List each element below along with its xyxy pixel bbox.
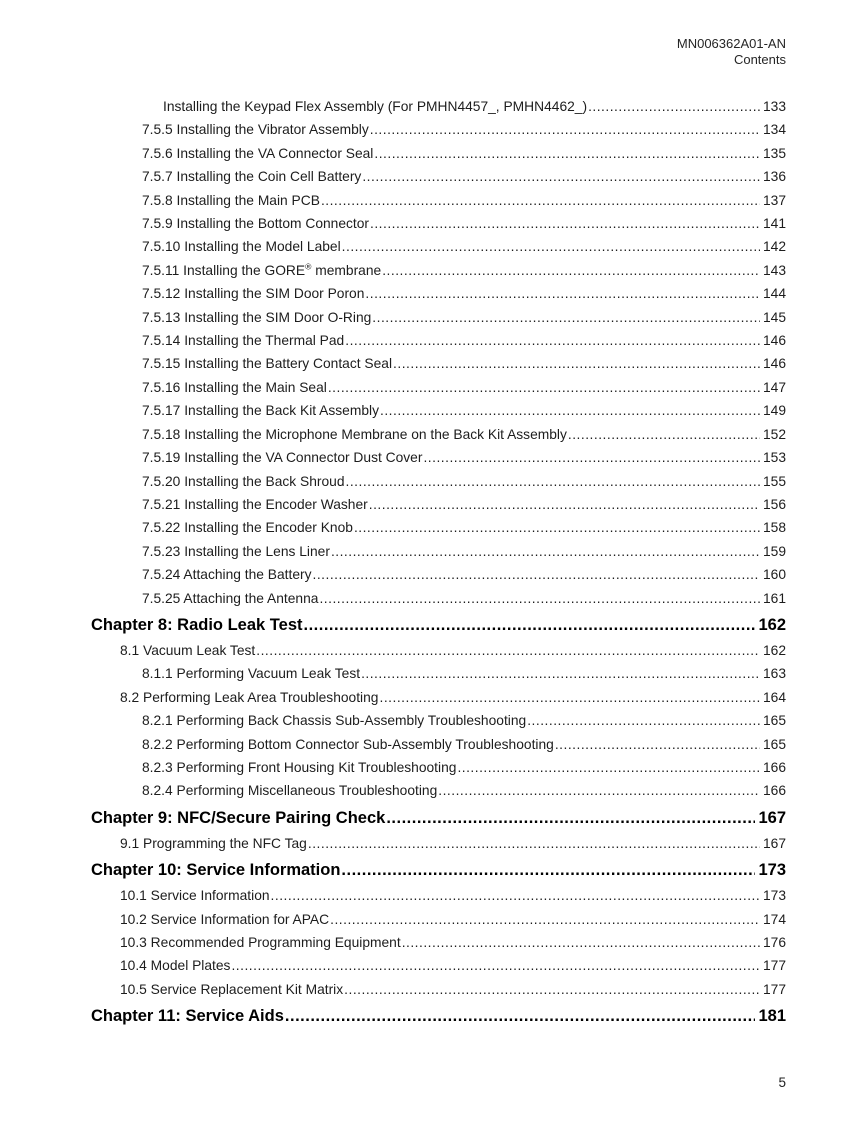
toc-dot-leader (304, 613, 756, 637)
toc-entry[interactable] (142, 779, 786, 802)
toc-entry-title: Chapter 11: Service Aids (91, 1007, 284, 1026)
toc-entry-title: 7.5.25 Attaching the Antenna (142, 590, 319, 606)
toc-entry-page: 167 (758, 808, 786, 827)
toc-entry[interactable] (142, 282, 786, 305)
toc-entry-page: 136 (762, 169, 786, 185)
toc-entry-page: 141 (762, 216, 786, 232)
toc-entry-page: 133 (762, 99, 786, 114)
toc-entry-title: 8.2.1 Performing Back Chassis Sub-Assembly Troubleshooting (142, 713, 527, 729)
toc-entry[interactable] (142, 662, 786, 685)
toc-entry-title: 8.2.2 Performing Bottom Connector Sub-Assembly Troubleshooting (142, 736, 554, 752)
doc-number: MN006362A01-AN (676, 36, 786, 51)
toc-entry-page: 167 (762, 835, 786, 851)
toc-entry-title: 7.5.22 Installing the Encoder Knob (142, 520, 353, 536)
toc-entry-page: 181 (758, 1007, 786, 1026)
toc-entry-title: Chapter 10: Service Information (91, 861, 341, 880)
toc-entry-title: 10.4 Model Plates (120, 958, 231, 974)
toc-dot-leader (423, 446, 760, 469)
toc-dot-leader (527, 709, 760, 732)
toc-entry-title: 7.5.23 Installing the Lens Liner (142, 543, 330, 559)
toc-entry-page: 166 (762, 759, 786, 775)
toc-entry-page: 147 (762, 379, 786, 395)
toc-entry-title: 7.5.9 Installing the Bottom Connector (142, 216, 370, 232)
toc-dot-leader (328, 376, 760, 399)
toc-entry[interactable] (142, 259, 786, 282)
toc-entry-title: 7.5.14 Installing the Thermal Pad (142, 333, 345, 349)
toc-dot-leader (568, 423, 760, 446)
toc-entry[interactable] (142, 399, 786, 422)
toc-dot-leader (256, 639, 760, 662)
toc-entry-page: 164 (762, 689, 786, 705)
toc-dot-leader (308, 832, 760, 855)
toc-dot-leader (457, 756, 760, 779)
toc-entry-title: 9.1 Programming the NFC Tag (120, 835, 307, 851)
toc-entry-title: 8.2.4 Performing Miscellaneous Troubleshooting (142, 783, 438, 799)
toc-entry-title: 10.2 Service Information for APAC (120, 911, 330, 927)
toc-entry-page: 146 (762, 356, 786, 372)
toc-dot-leader (342, 235, 760, 258)
toc-dot-leader (231, 954, 760, 977)
toc-entry-title: Chapter 8: Radio Leak Test (91, 615, 303, 634)
toc-dot-leader (555, 733, 760, 756)
toc-entry[interactable] (142, 709, 786, 732)
toc-dot-leader (374, 142, 760, 165)
toc-entry-page: 144 (762, 286, 786, 302)
toc-entry-page: 149 (762, 403, 786, 419)
toc-entry[interactable] (142, 756, 786, 779)
toc-entry-title: 7.5.11 Installing the GORE® membrane (142, 261, 382, 278)
toc-entry[interactable] (142, 189, 786, 212)
toc-entry-page: 159 (762, 543, 786, 559)
toc-entry[interactable] (142, 733, 786, 756)
toc-entry[interactable] (120, 884, 786, 907)
toc-entry-page: 134 (762, 122, 786, 138)
toc-entry-page: 163 (762, 666, 786, 682)
toc-entry[interactable] (142, 165, 786, 188)
toc-entry[interactable] (142, 352, 786, 375)
header-section-label: Contents (733, 52, 786, 67)
toc-entry[interactable] (120, 686, 786, 709)
toc-entry[interactable] (91, 1004, 786, 1028)
toc-entry-title: 10.3 Recommended Programming Equipment (120, 935, 401, 950)
toc-entry-title: 7.5.13 Installing the SIM Door O-Ring (142, 309, 372, 325)
toc-entry-title: Installing the Keypad Flex Assembly (For PMHN4457_, PMHN4462_) (163, 99, 588, 114)
toc-entry-title: 7.5.15 Installing the Battery Contact Seal (142, 356, 393, 372)
toc-entry[interactable] (163, 95, 786, 118)
toc-dot-leader (372, 306, 760, 329)
toc-entry-page: 174 (762, 911, 786, 927)
toc-entry-title: 7.5.20 Installing the Back Shroud (142, 473, 345, 489)
toc-entry[interactable] (142, 540, 786, 563)
toc-dot-leader (365, 282, 760, 305)
toc-dot-leader (362, 165, 760, 188)
toc-entry-page: 161 (762, 590, 786, 606)
toc-entry-title: 10.5 Service Replacement Kit Matrix (120, 981, 344, 997)
toc-dot-leader (331, 540, 760, 563)
toc-dot-leader (344, 978, 760, 1001)
toc-entry-page: 162 (762, 642, 786, 658)
toc-dot-leader (321, 189, 760, 212)
toc-entry-page: 177 (762, 958, 786, 974)
toc-entry-title: 7.5.24 Attaching the Battery (142, 567, 312, 583)
toc-entry[interactable] (142, 587, 786, 610)
toc-dot-leader (386, 806, 755, 830)
toc-entry-page: 166 (762, 783, 786, 799)
toc-entry[interactable] (142, 493, 786, 516)
toc-entry[interactable] (142, 142, 786, 165)
toc-entry-title: 10.1 Service Information (120, 888, 270, 904)
toc-dot-leader (285, 1004, 756, 1028)
toc-dot-leader (369, 493, 760, 516)
toc-entry-title: 7.5.5 Installing the Vibrator Assembly (142, 122, 369, 138)
toc-dot-leader (319, 587, 760, 610)
toc-entry-page: 155 (762, 473, 786, 489)
table-of-contents (91, 95, 786, 1030)
toc-dot-leader (379, 686, 759, 709)
toc-entry[interactable] (120, 908, 786, 931)
toc-entry-page: 135 (762, 145, 786, 161)
toc-entry-page: 146 (762, 333, 786, 349)
toc-entry-title: 7.5.17 Installing the Back Kit Assembly (142, 403, 379, 419)
toc-entry-page: 158 (762, 520, 786, 536)
toc-dot-leader (438, 779, 760, 802)
toc-dot-leader (354, 516, 760, 539)
page-number: 5 (778, 1075, 786, 1090)
toc-entry[interactable] (142, 563, 786, 586)
toc-entry-page: 173 (762, 888, 786, 904)
toc-dot-leader (370, 212, 760, 235)
toc-entry[interactable] (142, 212, 786, 235)
toc-entry-page: 165 (762, 713, 786, 729)
toc-entry-page: 165 (762, 736, 786, 752)
toc-entry-page: 160 (762, 567, 786, 583)
toc-entry[interactable] (91, 613, 786, 637)
toc-entry-title: 7.5.21 Installing the Encoder Washer (142, 496, 368, 512)
toc-entry[interactable] (91, 858, 786, 882)
toc-entry-title: 7.5.12 Installing the SIM Door Poron (142, 286, 365, 302)
toc-entry-title: 7.5.8 Installing the Main PCB (142, 192, 320, 208)
toc-dot-leader (588, 95, 760, 118)
toc-dot-leader (330, 908, 760, 931)
toc-dot-leader (345, 329, 760, 352)
toc-entry[interactable] (142, 446, 786, 469)
toc-dot-leader (361, 662, 760, 685)
toc-entry[interactable] (142, 235, 786, 258)
toc-entry[interactable] (142, 470, 786, 493)
toc-entry-page: 152 (762, 426, 786, 442)
toc-entry-page: 153 (762, 450, 786, 466)
toc-dot-leader (341, 858, 755, 882)
toc-entry[interactable] (142, 423, 786, 446)
toc-dot-leader (393, 352, 760, 375)
toc-dot-leader (271, 884, 760, 907)
toc-entry[interactable] (120, 931, 786, 954)
toc-entry-page: 156 (762, 496, 786, 512)
toc-entry-page: 143 (762, 262, 786, 278)
toc-entry[interactable] (91, 806, 786, 830)
toc-entry[interactable] (120, 954, 786, 977)
toc-entry-page: 162 (758, 615, 786, 634)
toc-entry-page: 176 (762, 935, 786, 950)
toc-entry[interactable] (120, 639, 786, 662)
toc-entry-title: 8.1 Vacuum Leak Test (120, 642, 256, 658)
toc-entry-title: 7.5.16 Installing the Main Seal (142, 379, 327, 395)
toc-entry[interactable] (120, 978, 786, 1001)
toc-entry[interactable] (142, 329, 786, 352)
toc-dot-leader (370, 118, 760, 141)
toc-entry-page: 145 (762, 309, 786, 325)
page-header (677, 36, 786, 68)
toc-dot-leader (380, 399, 760, 422)
toc-entry-page: 137 (762, 192, 786, 208)
toc-dot-leader (346, 470, 760, 493)
toc-entry-title: 8.2.3 Performing Front Housing Kit Troubleshooting (142, 759, 457, 775)
toc-dot-leader (382, 259, 760, 282)
toc-dot-leader (402, 931, 760, 954)
toc-entry-title: 7.5.19 Installing the VA Connector Dust Cover (142, 450, 423, 466)
toc-entry-page: 177 (762, 981, 786, 997)
toc-entry-title: 7.5.18 Installing the Microphone Membrane on the Back Kit Assembly (142, 426, 567, 442)
toc-entry[interactable] (142, 306, 786, 329)
toc-dot-leader (313, 563, 760, 586)
toc-entry-title: Chapter 9: NFC/Secure Pairing Check (91, 808, 386, 827)
toc-entry[interactable] (120, 832, 786, 855)
toc-entry[interactable] (142, 118, 786, 141)
toc-entry-title: 7.5.10 Installing the Model Label (142, 239, 341, 255)
toc-entry-title: 8.1.1 Performing Vacuum Leak Test (142, 666, 361, 682)
page-footer (778, 1075, 786, 1091)
toc-entry-page: 142 (762, 239, 786, 255)
toc-entry-title: 8.2 Performing Leak Area Troubleshooting (120, 689, 379, 705)
toc-entry-page: 173 (758, 861, 786, 880)
toc-entry[interactable] (142, 516, 786, 539)
toc-entry-title: 7.5.7 Installing the Coin Cell Battery (142, 169, 362, 185)
toc-entry-title: 7.5.6 Installing the VA Connector Seal (142, 145, 374, 161)
toc-entry[interactable] (142, 376, 786, 399)
